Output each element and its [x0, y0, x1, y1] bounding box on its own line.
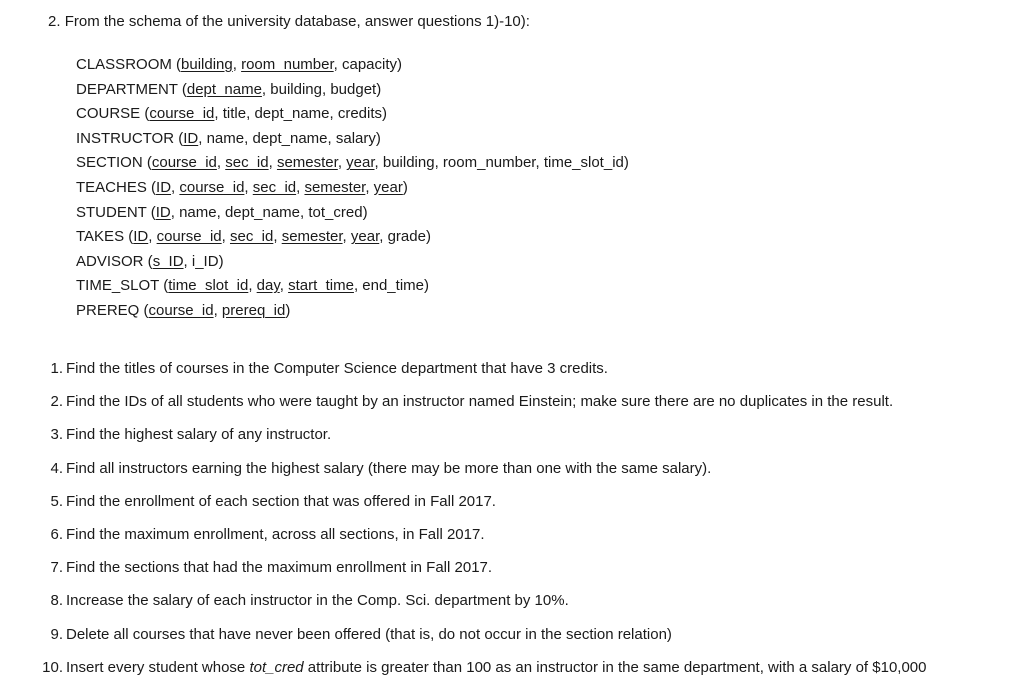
heading-text: From the schema of the university database, answer questions 1)-10): — [64, 13, 530, 30]
relation-name: PREREQ — [76, 301, 140, 319]
question-item — [0, 526, 1024, 559]
relation-name: INSTRUCTOR — [76, 129, 175, 147]
question-text: Find the titles of courses in the Computer Science department that have 3 credits. — [66, 360, 608, 377]
key-attribute: year — [350, 228, 380, 246]
key-attribute: ID — [156, 178, 172, 196]
question-text: Find the enrollment of each section that was offered in Fall 2017. — [66, 492, 496, 510]
question-text: Insert every student whose tot_cred attribute is greater than 100 as an instructor in the same department, with a salary of $10,000 — [66, 658, 927, 676]
question-number: 3. — [50, 426, 63, 444]
key-attribute: ID — [133, 228, 149, 246]
relation-name: DEPARTMENT — [76, 80, 178, 98]
question-text: Find all instructors earning the highest salary (there may be more than one with the same salary). — [66, 459, 712, 477]
question-number: 6. — [50, 525, 63, 543]
key-attribute: course_id — [148, 301, 214, 319]
key-attribute: course_id — [179, 178, 245, 196]
attribute: dept_name — [224, 203, 301, 221]
key-attribute: s_ID — [152, 252, 184, 270]
key-attribute: dept_name — [186, 80, 262, 98]
questions-list — [0, 360, 1024, 692]
key-attribute: year — [346, 154, 375, 172]
question-number: 5. — [50, 492, 63, 510]
question-text: Delete all courses that have never been offered (that is, do not occur in the section relation) — [66, 625, 672, 643]
question-item — [0, 393, 1024, 426]
attribute: name — [206, 129, 245, 147]
attribute: budget — [330, 80, 377, 98]
attribute-emphasis: tot_cred — [249, 658, 304, 676]
question-item — [0, 426, 1024, 459]
question-heading — [48, 13, 530, 31]
attribute: grade — [387, 228, 426, 246]
question-number: 7. — [50, 559, 63, 577]
key-attribute: course_id — [156, 228, 222, 246]
schema-relation: TEACHES (ID, course_id, sec_id, semester, year) — [76, 178, 408, 196]
attribute: building — [270, 80, 322, 98]
key-attribute: room_number — [241, 56, 334, 73]
question-item — [0, 460, 1024, 493]
schema-list — [76, 56, 629, 327]
relation-name: TAKES — [76, 228, 125, 246]
key-attribute: ID — [155, 203, 171, 221]
key-attribute: year — [373, 178, 403, 196]
question-number: 1. — [50, 360, 63, 377]
question-item — [0, 493, 1024, 526]
attribute: name — [179, 203, 217, 221]
key-attribute: day — [256, 277, 280, 295]
attribute: room_number — [442, 154, 536, 172]
attribute: tot_cred — [308, 203, 363, 221]
question-number: 8. — [50, 592, 63, 610]
question-item — [0, 559, 1024, 592]
key-attribute: course_id — [151, 154, 217, 172]
relation-name: TIME_SLOT — [76, 277, 160, 295]
relation-name: SECTION — [76, 154, 143, 172]
question-text: Find the maximum enrollment, across all sections, in Fall 2017. — [66, 525, 485, 543]
key-attribute: semester — [276, 154, 338, 172]
schema-relation: PREREQ (course_id, prereq_id) — [76, 301, 291, 319]
attribute: capacity — [342, 56, 398, 73]
question-number: 4. — [50, 459, 63, 477]
question-text: Increase the salary of each instructor in the Comp. Sci. department by 10%. — [66, 592, 569, 610]
schema-relation: SECTION (course_id, sec_id, semester, year, building, room_number, time_slot_id) — [76, 154, 629, 172]
heading-number: 2. — [48, 13, 61, 30]
schema-relation: TAKES (ID, course_id, sec_id, semester, year, grade) — [76, 228, 431, 246]
question-number: 9. — [50, 625, 63, 643]
schema-relation: DEPARTMENT (dept_name, building, budget) — [76, 80, 382, 98]
relation-name: STUDENT — [76, 203, 147, 221]
question-number: 2. — [50, 393, 63, 411]
question-text: Find the sections that had the maximum enrollment in Fall 2017. — [66, 559, 493, 577]
question-text: Find the IDs of all students who were taught by an instructor named Einstein; make sure there are no duplicates in the result. — [66, 393, 894, 411]
schema-relation: ADVISOR (s_ID, i_ID) — [76, 252, 224, 270]
schema-relation: COURSE (course_id, title, dept_name, credits) — [76, 105, 388, 123]
key-attribute: sec_id — [229, 228, 274, 246]
relation-name: ADVISOR — [76, 252, 144, 270]
question-item — [0, 626, 1024, 659]
key-attribute: building — [181, 56, 233, 73]
key-attribute: semester — [304, 178, 366, 196]
attribute: credits — [337, 105, 383, 123]
schema-relation: TIME_SLOT (time_slot_id, day, start_time, end_time) — [76, 277, 429, 295]
relation-name: CLASSROOM — [76, 56, 172, 73]
attribute: title — [222, 105, 247, 123]
attribute: end_time — [362, 277, 424, 295]
key-attribute: sec_id — [225, 154, 269, 172]
attribute: salary — [335, 129, 376, 147]
relation-name: TEACHES — [76, 178, 147, 196]
schema-relation: STUDENT (ID, name, dept_name, tot_cred) — [76, 203, 368, 221]
key-attribute: prereq_id — [221, 301, 286, 319]
key-attribute: sec_id — [252, 178, 297, 196]
key-attribute: semester — [281, 228, 343, 246]
schema-relation: CLASSROOM (building, room_number, capacity) — [76, 56, 403, 73]
relation-name: COURSE — [76, 105, 141, 123]
key-attribute: time_slot_id — [168, 277, 249, 295]
attribute: time_slot_id — [543, 154, 624, 172]
question-item — [0, 360, 1024, 393]
question-number: 10. — [42, 658, 63, 676]
attribute: i_ID — [191, 252, 219, 270]
attribute: dept_name — [252, 129, 328, 147]
schema-relation: INSTRUCTOR (ID, name, dept_name, salary) — [76, 129, 381, 147]
key-attribute: ID — [183, 129, 199, 147]
question-item — [0, 659, 1024, 692]
attribute: dept_name — [254, 105, 330, 123]
key-attribute: course_id — [149, 105, 215, 123]
key-attribute: start_time — [288, 277, 354, 295]
question-item — [0, 592, 1024, 625]
question-text: Find the highest salary of any instructor. — [66, 426, 332, 444]
attribute: building — [382, 154, 435, 172]
